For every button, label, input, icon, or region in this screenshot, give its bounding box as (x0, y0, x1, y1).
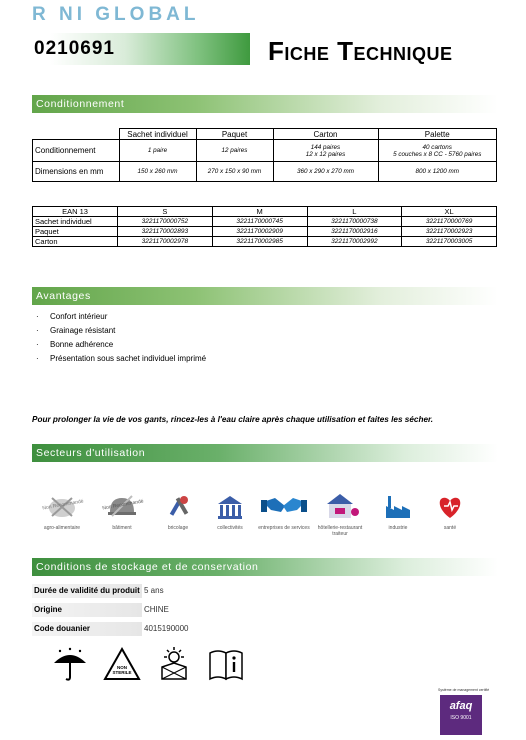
company-logo: R NI GLOBAL (32, 4, 200, 25)
table-cell: 3221170000752 (118, 217, 213, 227)
row-label: Carton (33, 237, 118, 247)
row-label: Conditionnement (33, 140, 120, 162)
table-cell: 360 x 290 x 270 mm (273, 162, 378, 182)
storage-key: Origine (32, 603, 142, 617)
section-conditionnement: Conditionnement (32, 95, 498, 113)
sector-label: hôtellerie-restaurant traiteur (317, 525, 363, 537)
table-cell: 3221170002916 (307, 227, 402, 237)
table-cell: 40 cartons 5 couches x 8 CC - 5760 paires (378, 140, 497, 162)
bullet-glyph: · (36, 312, 39, 321)
table-cell: 3221170002992 (307, 237, 402, 247)
sector-label: industrie (388, 525, 408, 531)
table-cell: 1 paire (119, 140, 196, 162)
keep-dry-icon (50, 645, 90, 685)
sector-sante (424, 492, 476, 542)
list-item (36, 312, 107, 321)
table-header: L (307, 207, 402, 217)
table-header: M (212, 207, 307, 217)
care-note: Pour prolonger la vie de vos gants, rincez-les à l'eau claire après chaque utilisation et faites les sécher. (32, 415, 434, 424)
sector-bricolage (152, 492, 204, 542)
table-cell: 144 paires 12 x 12 paires (273, 140, 378, 162)
afaq-brand: afaq (449, 700, 473, 712)
table-cell: 3221170002985 (212, 237, 307, 247)
sector-hotellerie (314, 492, 366, 542)
sector-label: collectivités (217, 525, 243, 531)
storage-row (32, 584, 332, 600)
row-label: Dimensions en mm (33, 162, 120, 182)
sector-entreprises-de-services (258, 492, 310, 542)
keep-away-from-sun-icon (154, 645, 194, 685)
table-cell: 3221170000738 (307, 217, 402, 227)
storage-row (32, 622, 332, 638)
sector-label: entreprises de services (258, 525, 310, 531)
advantage-text: Grainage résistant (50, 326, 116, 335)
bullet-glyph: · (36, 340, 39, 349)
ean-table (32, 206, 497, 247)
table-header: XL (402, 207, 497, 217)
non-sterile-icon (102, 645, 142, 685)
table-cell: 800 x 1200 mm (378, 162, 497, 182)
factory-icon (380, 492, 416, 522)
bullet-glyph: · (36, 354, 39, 363)
storage-key: Durée de validité du produit (32, 584, 142, 598)
sector-label: santé (443, 525, 457, 531)
table-cell: 270 x 150 x 90 mm (196, 162, 273, 182)
list-item (36, 354, 206, 363)
table-cell: 3221170000745 (212, 217, 307, 227)
tools-icon (160, 492, 196, 522)
row-label: Sachet individuel (33, 217, 118, 227)
helmet-icon (101, 492, 145, 522)
section-avantages: Avantages (32, 287, 498, 305)
list-item (36, 340, 113, 349)
list-item (36, 326, 115, 335)
non-sterile-label: NON STERILE (112, 665, 132, 675)
table-cell: 3221170003005 (402, 237, 497, 247)
table-header: Sachet individuel (119, 129, 196, 140)
row-label: Paquet (33, 227, 118, 237)
advantage-text: Présentation sous sachet individuel imprimé (50, 354, 207, 363)
sector-label: agro-alimentaire (43, 525, 81, 531)
table-cell: 3221170002923 (402, 227, 497, 237)
advantage-text: Bonne adhérence (50, 340, 114, 349)
table-header: Paquet (196, 129, 273, 140)
storage-key: Code douanier (32, 622, 142, 636)
table-cell: 3221170002893 (118, 227, 213, 237)
certification-caption: Système de management certifié (438, 688, 490, 692)
section-stockage: Conditions de stockage et de conservation (32, 558, 498, 576)
not-recommended-badge: Non Recommandé (101, 498, 145, 512)
bullet-glyph: · (36, 326, 39, 335)
storage-value: 4015190000 (144, 624, 189, 633)
table-cell: 3221170002978 (118, 237, 213, 247)
table-header: EAN 13 (33, 207, 118, 217)
storage-row (32, 603, 332, 619)
table-cell: 3221170002909 (212, 227, 307, 237)
heart-icon (432, 492, 468, 522)
section-secteurs: Secteurs d'utilisation (32, 444, 498, 462)
table-header: Palette (378, 129, 497, 140)
storage-value: 5 ans (144, 586, 164, 595)
table-cell: 3221170000769 (402, 217, 497, 227)
storage-value: CHINE (144, 605, 169, 614)
sector-label: bricolage (167, 525, 189, 531)
table-header: S (118, 207, 213, 217)
packaging-table (32, 128, 497, 182)
food-icon (41, 492, 85, 522)
afaq-standard: ISO 9001 (450, 715, 472, 721)
hotel-icon (317, 492, 363, 522)
not-recommended-badge: Non Recommandé (41, 498, 85, 512)
afaq-logo (440, 695, 482, 735)
advantage-text: Confort intérieur (50, 312, 108, 321)
page-title: Fiche Technique (268, 36, 453, 66)
product-reference: 0210691 (34, 38, 115, 59)
table-cell: 150 x 260 mm (119, 162, 196, 182)
table-corner (33, 129, 120, 140)
sector-industrie (372, 492, 424, 542)
sector-collectivites (204, 492, 256, 542)
table-cell: 12 paires (196, 140, 273, 162)
sector-label: bâtiment (112, 525, 132, 531)
table-header: Carton (273, 129, 378, 140)
read-instructions-icon (206, 645, 246, 685)
handshake-icon (261, 492, 307, 522)
sector-batiment (96, 492, 148, 542)
sector-agro-alimentaire (36, 492, 88, 542)
building-icon (212, 492, 248, 522)
